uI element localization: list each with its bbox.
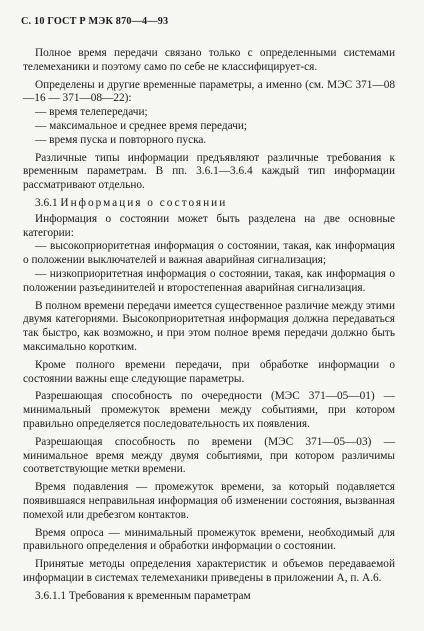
section-heading — [23, 197, 395, 211]
paragraph-info-types: Различные типы информации предъявляют различные требования к временным параметрам. В пп. 3.6.1—3.6.4 каждый тип информации рассматривают отдельно. — [23, 151, 395, 192]
paragraph-methods: Принятые методы определения характеристик и объемов передаваемой информации в системах телемеханики приведены в приложении А, п. А.6. — [23, 558, 395, 584]
paragraph-additional-params: Кроме полного времени передачи, при обработке информации о состоянии важны еще следующие параметры. — [23, 358, 395, 385]
paragraph-difference: В полном времени передачи имеется существенное различие между этими двумя категориями. Высокоприоритетная информация должна передаваться так быстро, как возможно, и при этом полное время передачи должно быть максимально коротким. — [23, 299, 395, 353]
paragraph-time-resolution: Разрешающая способность по времени (МЭС 371—05—03) — минимальное время между двумя событиями, при котором различимы соответствующие метки времени. — [23, 435, 395, 476]
list-item: — время телепередачи; — [35, 106, 148, 119]
paragraph-suppression-time: Время подавления — промежуток времени, за который подавляется появившаяся неправильная информация об изменении состояния, вызванная помехой или дребезгом контактов. — [23, 481, 395, 521]
paragraph-categories: Информация о состоянии может быть разделена на две основные категории: — [23, 212, 395, 239]
list-item: — максимальное и среднее время передачи; — [35, 119, 248, 132]
list-item: — высокоприоритетная информация о состоянии, такая, как информация о положении выключателей и важная аварийная сигнализация; — [23, 240, 395, 267]
subsection-heading: 3.6.1.1 Требования к временным параметрам — [35, 589, 251, 602]
paragraph-total-time: Полное время передачи связано только с определенными системами телемеханики и поэтому само по себе не классифицирует-ся. — [23, 47, 395, 73]
section-title: Информация о состоянии — [60, 196, 228, 209]
list-time-params — [23, 106, 395, 147]
list-categories — [23, 240, 395, 295]
list-item: — время пуска и повторного пуска. — [35, 133, 207, 146]
document-body — [23, 47, 395, 605]
paragraph-polling-time: Время опроса — минимальный промежуток времени, необходимый для правильного определения и обработки информации о состоянии. — [23, 526, 395, 553]
list-item: — низкоприоритетная информация о состоянии, такая, как информация о положении разъединителей и второстепенная аварийная сигнализация. — [23, 267, 395, 294]
paragraph-other-params: Определены и другие временные параметры, а именно (см. МЭС 371—08—16 — 371—08—22): — [23, 78, 395, 105]
section-number: 3.6.1 — [35, 196, 58, 209]
page-header: С. 10 ГОСТ Р МЭК 870—4—93 — [21, 16, 169, 27]
paragraph-sequence-resolution: Разрешающая способность по очередности (МЭС 371—05—01) — минимальный промежуток времени между событиями, при котором правильно определяется последовательность их появления. — [23, 390, 395, 430]
